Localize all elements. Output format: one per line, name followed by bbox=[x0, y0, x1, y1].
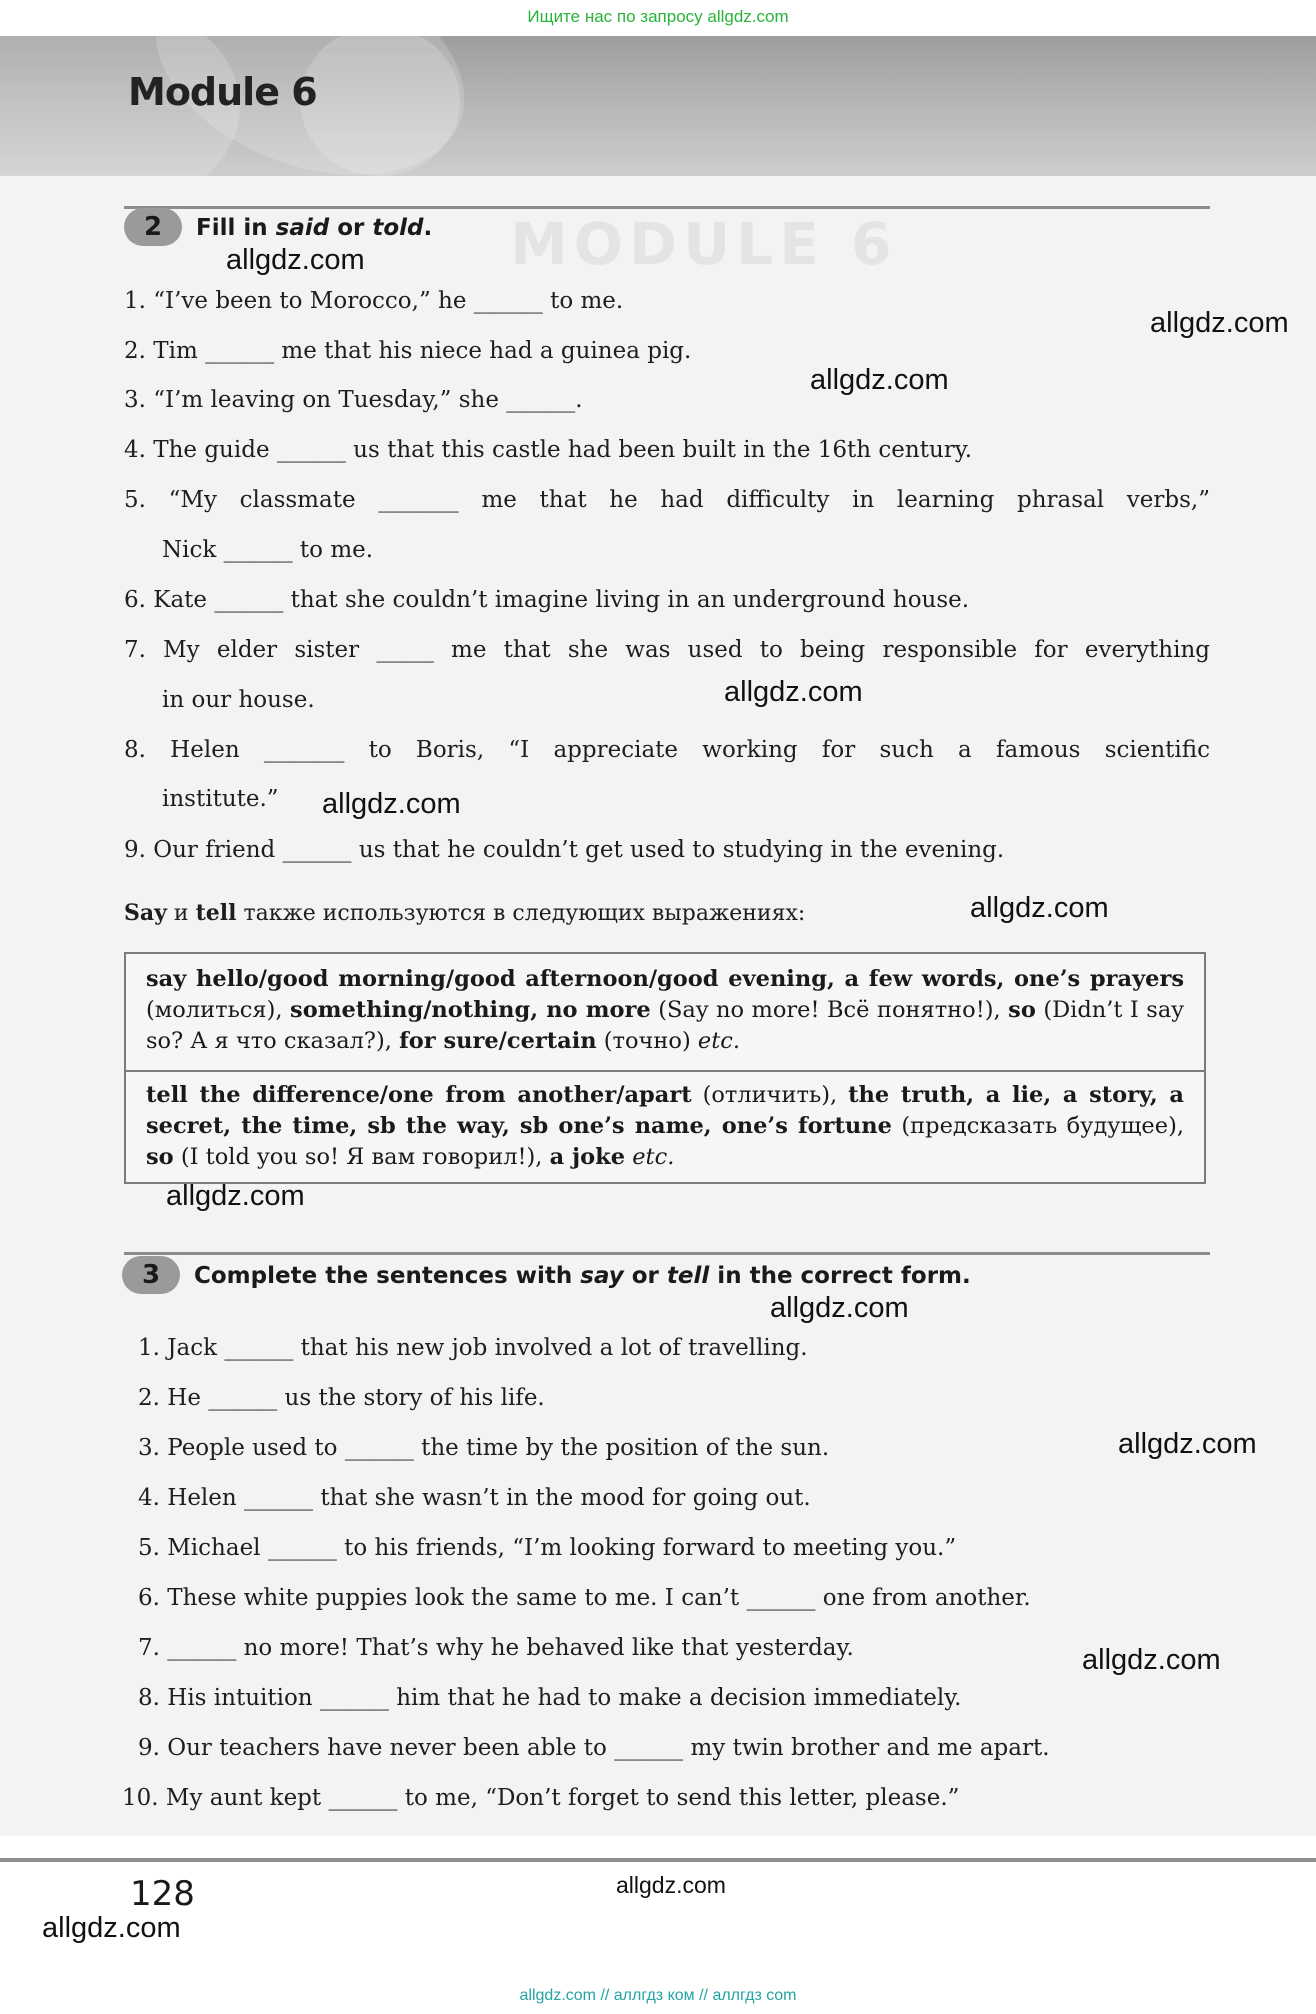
exercise-3-line: 5. Michael ______ to his friends, “I’m looking forward to meeting you.” bbox=[138, 1535, 957, 1561]
watermark: allgdz.com bbox=[226, 244, 365, 276]
bleed-through-text: MODULE 6 bbox=[510, 210, 898, 278]
box-divider bbox=[126, 1070, 1204, 1072]
watermark: allgdz.com bbox=[1118, 1428, 1257, 1460]
exercise-3-line: 1. Jack ______ that his new job involved a lot of travelling. bbox=[138, 1335, 808, 1361]
watermark: allgdz.com bbox=[770, 1292, 909, 1324]
expression-segment: etc. bbox=[697, 1028, 741, 1054]
exercise-2-line: 2. Tim ______ me that his niece had a guinea pig. bbox=[124, 338, 692, 364]
expression-segment: the truth, a lie, a story, a secret, the time, sb the way, sb one’s name, one’s fortune bbox=[146, 1082, 1184, 1139]
expression-segment: say hello/good morning/good afternoon/good evening, a few words, one’s prayers bbox=[146, 966, 1184, 992]
exercise-3-line: 10. My aunt kept ______ to me, “Don’t forget to send this letter, please.” bbox=[122, 1785, 960, 1811]
exercise-2-line: 5. “My classmate _______ me that he had difficulty in learning phrasal verbs,” bbox=[124, 487, 1210, 513]
top-banner-link[interactable]: Ищите нас по запросу allgdz.com bbox=[527, 7, 789, 26]
expressions-box bbox=[124, 952, 1206, 1184]
exercise-3-badge: 3 bbox=[122, 1256, 180, 1294]
module-title: Module 6 bbox=[128, 70, 317, 114]
exercise-2-line: 9. Our friend ______ us that he couldn’t get used to studying in the evening. bbox=[124, 837, 1005, 863]
expression-segment: something/nothing, no more bbox=[290, 997, 651, 1023]
watermark: allgdz.com bbox=[42, 1912, 181, 1944]
watermark: allgdz.com bbox=[1150, 307, 1289, 339]
exercise-2-line: 1. “I’ve been to Morocco,” he ______ to me. bbox=[124, 288, 624, 314]
exercise-2-line: in our house. bbox=[162, 687, 315, 713]
watermark: allgdz.com bbox=[1082, 1644, 1221, 1676]
exercise-3-line: 6. These white puppies look the same to me. I can’t ______ one from another. bbox=[138, 1585, 1031, 1611]
expression-segment: (точно) bbox=[596, 1028, 698, 1054]
exercise-2-line: 4. The guide ______ us that this castle had been built in the 16th century. bbox=[124, 437, 973, 463]
watermark: allgdz.com bbox=[970, 892, 1109, 924]
say-expressions bbox=[146, 964, 1184, 1057]
exercise-3-line: 2. He ______ us the story of his life. bbox=[138, 1385, 545, 1411]
expression-segment: so bbox=[146, 1144, 174, 1170]
expression-segment: (предсказать будущее), bbox=[891, 1113, 1184, 1139]
tell-expressions bbox=[146, 1080, 1184, 1173]
exercise-3-line: 8. His intuition ______ him that he had to make a decision immediately. bbox=[138, 1685, 962, 1711]
exercise-2-line: institute.” bbox=[162, 786, 279, 812]
page-number: 128 bbox=[130, 1874, 195, 1914]
watermark: allgdz.com bbox=[724, 676, 863, 708]
exercise-2-line: 8. Helen _______ to Boris, “I appreciate working for such a famous scientific bbox=[124, 737, 1210, 763]
exercise-3-line: 3. People used to ______ the time by the position of the sun. bbox=[138, 1435, 830, 1461]
expression-segment: for sure/certain bbox=[399, 1028, 597, 1054]
expression-segment: etc. bbox=[632, 1144, 675, 1170]
section-rule bbox=[124, 206, 1210, 209]
exercise-2-title: Fill in said or told. bbox=[196, 215, 433, 241]
expression-segment: a joke bbox=[549, 1144, 626, 1170]
exercise-3-title: Complete the sentences with say or tell in the correct form. bbox=[194, 1263, 971, 1289]
bottom-banner-link[interactable]: allgdz.com // аллгдз ком // аллгдз com bbox=[519, 1987, 797, 2004]
exercise-2-line: 3. “I’m leaving on Tuesday,” she ______. bbox=[124, 387, 583, 413]
exercise-3-line: 9. Our teachers have never been able to ______ my twin brother and me apart. bbox=[138, 1735, 1050, 1761]
watermark: allgdz.com bbox=[166, 1180, 305, 1212]
exercise-2-line: Nick ______ to me. bbox=[162, 537, 374, 563]
expression-segment: (молиться), bbox=[146, 997, 291, 1023]
decorative-petal bbox=[300, 36, 460, 176]
expression-segment: tell the difference/one from another/apart bbox=[146, 1082, 692, 1108]
watermark: allgdz.com bbox=[322, 788, 461, 820]
exercise-3-line: 7. ______ no more! That’s why he behaved like that yesterday. bbox=[138, 1635, 854, 1661]
expression-segment: (I told you so! Я вам говорил!), bbox=[173, 1144, 550, 1170]
expression-segment: (отличить), bbox=[691, 1082, 849, 1108]
say-tell-intro: Say и tell также используются в следующих выражениях: bbox=[124, 900, 806, 926]
exercise-2-badge: 2 bbox=[124, 208, 182, 246]
expression-segment: (Didn’t I say so? А я что сказал?), bbox=[146, 997, 1184, 1054]
expression-segment: so bbox=[1008, 997, 1036, 1023]
section-rule bbox=[124, 1252, 1210, 1255]
exercise-2-line: 7. My elder sister _____ me that she was used to being responsible for everything bbox=[124, 637, 1210, 663]
watermark: allgdz.com bbox=[616, 1872, 726, 1898]
footer-rule bbox=[0, 1858, 1316, 1862]
expression-segment: (Say no more! Всё понятно!), bbox=[650, 997, 1009, 1023]
exercise-3-line: 4. Helen ______ that she wasn’t in the mood for going out. bbox=[138, 1485, 811, 1511]
exercise-2-line: 6. Kate ______ that she couldn’t imagine living in an underground house. bbox=[124, 587, 970, 613]
watermark: allgdz.com bbox=[810, 364, 949, 396]
